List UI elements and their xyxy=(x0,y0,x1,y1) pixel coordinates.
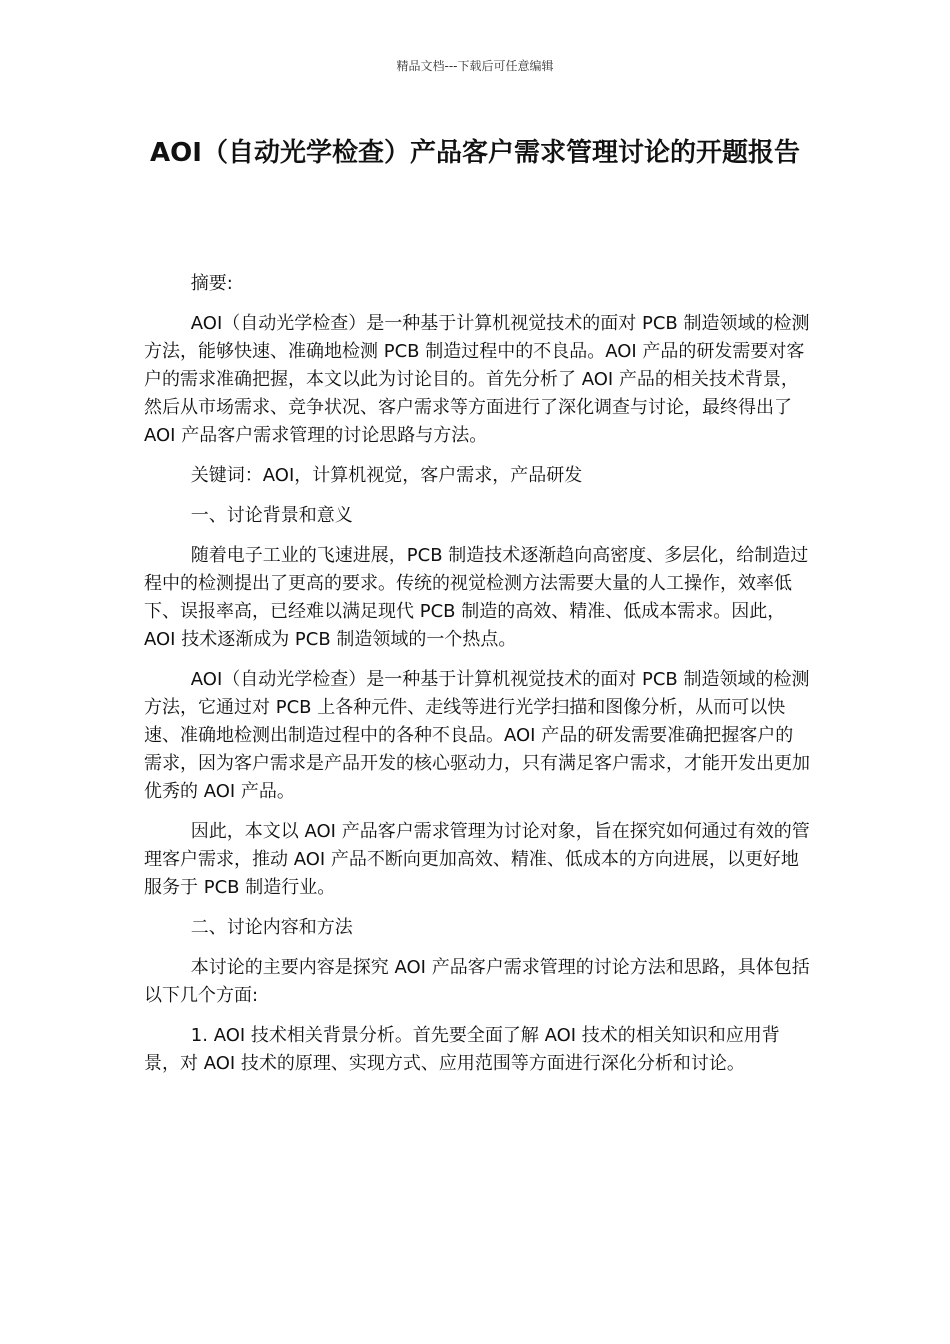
background-paragraph-1: 随着电子工业的飞速进展，PCB 制造技术逐渐趋向高密度、多层化，给制造过程中的检测提出了更高的要求。传统的视觉检测方法需要大量的人工操作，效率低下、误报率高，已经难以满足现代 PCB 制造的高效、精准、低成本需求。因此，AOI 技术逐渐成为 PCB 制造领域的一个热点。 xyxy=(144,545,809,650)
section-heading-background: 一、讨论背景和意义 xyxy=(190,505,353,526)
document-title: AOI（自动光学检查）产品客户需求管理讨论的开题报告 xyxy=(150,138,800,168)
background-paragraph-2: AOI（自动光学检查）是一种基于计算机视觉技术的面对 PCB 制造领域的检测方法，它通过对 PCB 上各种元件、走线等进行光学扫描和图像分析，从而可以快速、准确地检测出制造过程中的各种不良品。AOI 产品的研发需要准确把握客户的需求，因为客户需求是产品开发的核心驱动力，只有满足客户需求，才能开发出更加优秀的 AOI 产品。 xyxy=(144,669,810,802)
page-header-note: 精品文档---下载后可任意编辑 xyxy=(396,59,554,73)
background-paragraph-3: 因此，本文以 AOI 产品客户需求管理为讨论对象，旨在探究如何通过有效的管理客户需求，推动 AOI 产品不断向更加高效、精准、低成本的方向进展，以更好地服务于 PCB 制造行业。 xyxy=(144,821,810,898)
section-heading-content-methods: 二、讨论内容和方法 xyxy=(190,917,353,938)
content-item-1: 1. AOI 技术相关背景分析。首先要全面了解 AOI 技术的相关知识和应用背景，对 AOI 技术的原理、实现方式、应用范围等方面进行深化分析和讨论。 xyxy=(144,1025,780,1074)
document-body xyxy=(144,270,810,1090)
content-intro-paragraph: 本讨论的主要内容是探究 AOI 产品客户需求管理的讨论方法和思路，具体包括以下几个方面: xyxy=(144,957,810,1006)
abstract-heading: 摘要: xyxy=(190,273,233,294)
abstract-paragraph: AOI（自动光学检查）是一种基于计算机视觉技术的面对 PCB 制造领域的检测方法，能够快速、准确地检测 PCB 制造过程中的不良品。AOI 产品的研发需要对客户的需求准确把握，本文以此为讨论目的。首先分析了 AOI 产品的相关技术背景，然后从市场需求、竞争状况、客户需求等方面进行了深化调查与讨论，最终得出了 AOI 产品客户需求管理的讨论思路与方法。 xyxy=(144,313,810,446)
keywords-line: 关键词：AOI，计算机视觉，客户需求，产品研发 xyxy=(190,465,583,486)
